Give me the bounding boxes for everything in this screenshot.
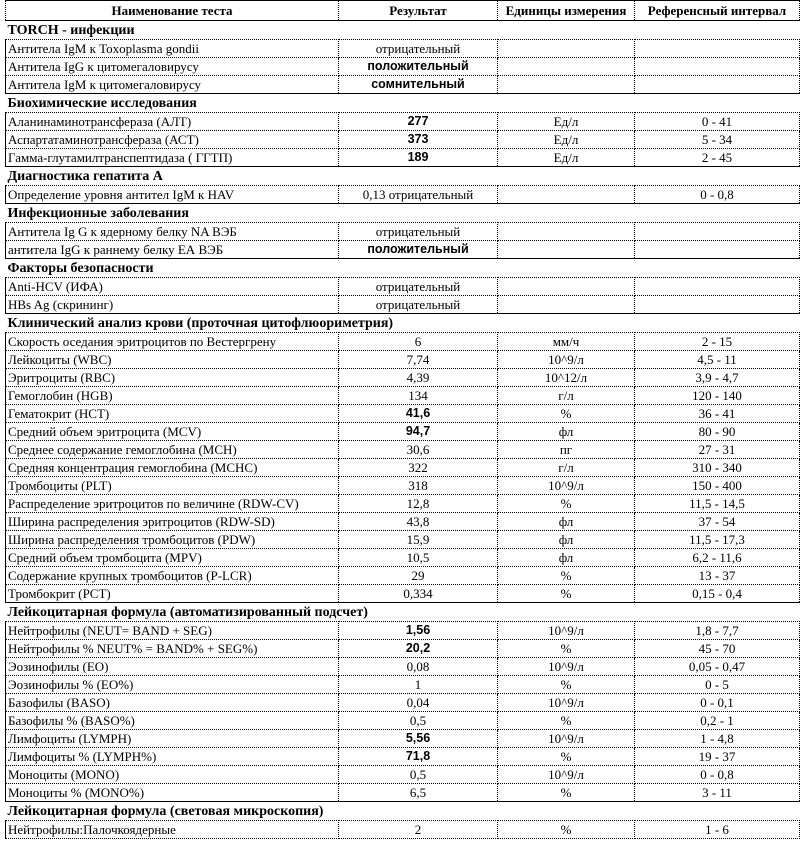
units-cell: пг <box>498 441 635 459</box>
test-name-cell: Антитела IgG к цитомегаловирусу <box>6 58 339 76</box>
section-heading <box>6 167 800 186</box>
reference-cell: 3 - 11 <box>635 784 800 802</box>
table-row <box>6 694 800 712</box>
test-name-cell: Гамма-глутамилтранспептидаза ( ГГТП) <box>6 149 339 167</box>
reference-cell: 37 - 54 <box>635 513 800 531</box>
reference-cell: 5 - 34 <box>635 131 800 149</box>
table-row <box>6 131 800 149</box>
reference-cell <box>635 40 800 58</box>
test-name-cell: Тромбоциты (PLT) <box>6 477 339 495</box>
table-row <box>6 369 800 387</box>
table-row <box>6 821 800 839</box>
reference-cell: 150 - 400 <box>635 477 800 495</box>
units-cell <box>498 40 635 58</box>
section-title: TORCH - инфекции <box>6 21 800 40</box>
result-cell: 373 <box>339 131 498 149</box>
reference-cell: 0,15 - 0,4 <box>635 585 800 603</box>
test-name-cell: Базофилы (BASO) <box>6 694 339 712</box>
test-name-cell: Скорость оседания эритроцитов по Вестергрену <box>6 333 339 351</box>
result-cell: 94,7 <box>339 423 498 441</box>
test-name-cell: Антитела IgM к Toxoplasma gondii <box>6 40 339 58</box>
test-name-cell: Содержание крупных тромбоцитов (P-LCR) <box>6 567 339 585</box>
section-title: Инфекционные заболевания <box>6 204 800 223</box>
units-cell: фл <box>498 423 635 441</box>
units-cell: % <box>498 585 635 603</box>
reference-cell: 0 - 0,1 <box>635 694 800 712</box>
test-name-cell: Нейтрофилы (NEUT= BAND + SEG) <box>6 622 339 640</box>
test-name-cell: Распределение эритроцитов по величине (RDW-CV) <box>6 495 339 513</box>
test-name-cell: Нейтрофилы % NEUT% = BAND% + SEG%) <box>6 640 339 658</box>
units-cell <box>498 241 635 259</box>
section-title: Диагностика гепатита А <box>6 167 800 186</box>
result-cell: отрицательный <box>339 40 498 58</box>
test-name-cell: Аспартатаминотрансфераза (АСТ) <box>6 131 339 149</box>
units-cell <box>498 58 635 76</box>
reference-cell: 36 - 41 <box>635 405 800 423</box>
test-name-cell: Моноциты % (MONO%) <box>6 784 339 802</box>
reference-cell: 27 - 31 <box>635 441 800 459</box>
test-name-cell: Эритроциты (RBC) <box>6 369 339 387</box>
units-cell: 10^9/л <box>498 622 635 640</box>
result-cell: 71,8 <box>339 748 498 766</box>
reference-cell: 0,05 - 0,47 <box>635 658 800 676</box>
units-cell: Ед/л <box>498 149 635 167</box>
result-cell: сомнительный <box>339 76 498 94</box>
units-cell <box>498 76 635 94</box>
result-cell: положительный <box>339 241 498 259</box>
header-reference: Референсный интервал <box>635 1 800 21</box>
reference-cell: 11,5 - 14,5 <box>635 495 800 513</box>
table-row <box>6 186 800 204</box>
reference-cell: 0 - 41 <box>635 113 800 131</box>
section-heading <box>6 802 800 821</box>
table-row <box>6 405 800 423</box>
result-cell: 0,5 <box>339 712 498 730</box>
table-row <box>6 676 800 694</box>
test-name-cell: Тромбокрит (PCT) <box>6 585 339 603</box>
result-cell: 6,5 <box>339 784 498 802</box>
units-cell: % <box>498 495 635 513</box>
result-cell: 30,6 <box>339 441 498 459</box>
reference-cell: 4,5 - 11 <box>635 351 800 369</box>
section-heading <box>6 259 800 278</box>
result-cell: 0,5 <box>339 766 498 784</box>
result-cell: положительный <box>339 58 498 76</box>
reference-cell: 1,8 - 7,7 <box>635 622 800 640</box>
result-cell: отрицательный <box>339 296 498 314</box>
table-row <box>6 423 800 441</box>
table-row <box>6 513 800 531</box>
table-row <box>6 567 800 585</box>
reference-cell: 1 - 4,8 <box>635 730 800 748</box>
result-cell: 4,39 <box>339 369 498 387</box>
test-name-cell: Моноциты (MONO) <box>6 766 339 784</box>
test-name-cell: Лимфоциты (LYMPH) <box>6 730 339 748</box>
units-cell: фл <box>498 513 635 531</box>
units-cell <box>498 223 635 241</box>
reference-cell: 0 - 0,8 <box>635 766 800 784</box>
units-cell: Ед/л <box>498 131 635 149</box>
units-cell: % <box>498 640 635 658</box>
header-units: Единицы измерения <box>498 1 635 21</box>
result-cell: отрицательный <box>339 223 498 241</box>
section-title: Лейкоцитарная формула (световая микроскопия) <box>6 802 800 821</box>
reference-cell: 3,9 - 4,7 <box>635 369 800 387</box>
result-cell: 0,08 <box>339 658 498 676</box>
test-name-cell: Антитела IgM к цитомегаловирусу <box>6 76 339 94</box>
test-name-cell: Ширина распределения тромбоцитов (PDW) <box>6 531 339 549</box>
result-cell: 1 <box>339 676 498 694</box>
lab-results-table <box>5 0 800 839</box>
units-cell: фл <box>498 549 635 567</box>
result-cell: 29 <box>339 567 498 585</box>
result-cell: 10,5 <box>339 549 498 567</box>
result-cell: 189 <box>339 149 498 167</box>
units-cell: % <box>498 821 635 839</box>
section-title: Лейкоцитарная формула (автоматизированный подсчет) <box>6 603 800 622</box>
table-row <box>6 712 800 730</box>
section-heading <box>6 603 800 622</box>
table-row <box>6 296 800 314</box>
reference-cell: 1 - 6 <box>635 821 800 839</box>
table-row <box>6 730 800 748</box>
result-cell: 1,56 <box>339 622 498 640</box>
table-row <box>6 113 800 131</box>
reference-cell: 310 - 340 <box>635 459 800 477</box>
test-name-cell: Средняя концентрация гемоглобина (MCHC) <box>6 459 339 477</box>
test-name-cell: Средний объем тромбоцита (MPV) <box>6 549 339 567</box>
units-cell <box>498 186 635 204</box>
header-test-name: Наименование теста <box>6 1 339 21</box>
units-cell: % <box>498 567 635 585</box>
section-title: Факторы безопасности <box>6 259 800 278</box>
section-title: Клинический анализ крови (проточная цитофлюориметрия) <box>6 314 800 333</box>
section-heading <box>6 314 800 333</box>
table-row <box>6 495 800 513</box>
table-row <box>6 549 800 567</box>
result-cell: 7,74 <box>339 351 498 369</box>
section-heading <box>6 204 800 223</box>
result-cell: 0,04 <box>339 694 498 712</box>
units-cell: % <box>498 676 635 694</box>
reference-cell <box>635 241 800 259</box>
result-cell: 2 <box>339 821 498 839</box>
table-row <box>6 622 800 640</box>
result-cell: 20,2 <box>339 640 498 658</box>
units-cell <box>498 296 635 314</box>
result-cell: 43,8 <box>339 513 498 531</box>
section-heading <box>6 21 800 40</box>
result-cell: 15,9 <box>339 531 498 549</box>
table-row <box>6 658 800 676</box>
units-cell: 10^9/л <box>498 658 635 676</box>
test-name-cell: Нейтрофилы:Палочкоядерные <box>6 821 339 839</box>
test-name-cell: Аланинаминотрансфераза (АЛТ) <box>6 113 339 131</box>
result-cell: 6 <box>339 333 498 351</box>
reference-cell <box>635 278 800 296</box>
result-cell: 41,6 <box>339 405 498 423</box>
result-cell: 0,334 <box>339 585 498 603</box>
reference-cell: 80 - 90 <box>635 423 800 441</box>
units-cell: 10^9/л <box>498 477 635 495</box>
table-row <box>6 784 800 802</box>
table-row <box>6 40 800 58</box>
table-row <box>6 278 800 296</box>
reference-cell: 11,5 - 17,3 <box>635 531 800 549</box>
table-row <box>6 766 800 784</box>
reference-cell: 2 - 45 <box>635 149 800 167</box>
test-name-cell: Anti-HCV (ИФА) <box>6 278 339 296</box>
units-cell: % <box>498 712 635 730</box>
result-cell: отрицательный <box>339 278 498 296</box>
table-row <box>6 441 800 459</box>
table-header <box>6 1 800 21</box>
table-row <box>6 351 800 369</box>
test-name-cell: Лейкоциты (WBC) <box>6 351 339 369</box>
section-title: Биохимические исследования <box>6 94 800 113</box>
reference-cell: 6,2 - 11,6 <box>635 549 800 567</box>
units-cell: 10^9/л <box>498 766 635 784</box>
table-row <box>6 333 800 351</box>
test-name-cell: Антитела Ig G к ядерному белку NA ВЭБ <box>6 223 339 241</box>
units-cell: фл <box>498 531 635 549</box>
table-row <box>6 387 800 405</box>
test-name-cell: Среднее содержание гемоглобина (MCH) <box>6 441 339 459</box>
result-cell: 322 <box>339 459 498 477</box>
table-row <box>6 149 800 167</box>
result-cell: 5,56 <box>339 730 498 748</box>
units-cell <box>498 278 635 296</box>
table-row <box>6 241 800 259</box>
units-cell: 10^9/л <box>498 351 635 369</box>
reference-cell <box>635 296 800 314</box>
table-row <box>6 585 800 603</box>
test-name-cell: Средний объем эритроцита (MCV) <box>6 423 339 441</box>
table-row <box>6 459 800 477</box>
units-cell: % <box>498 405 635 423</box>
table-row <box>6 223 800 241</box>
test-name-cell: Гемоглобин (HGB) <box>6 387 339 405</box>
table-row <box>6 748 800 766</box>
test-name-cell: Лимфоциты % (LYMPH%) <box>6 748 339 766</box>
table-row <box>6 477 800 495</box>
table-row <box>6 640 800 658</box>
test-name-cell: Эозинофилы % (EO%) <box>6 676 339 694</box>
reference-cell <box>635 76 800 94</box>
result-cell: 318 <box>339 477 498 495</box>
reference-cell: 0 - 5 <box>635 676 800 694</box>
section-heading <box>6 94 800 113</box>
reference-cell: 120 - 140 <box>635 387 800 405</box>
result-cell: 0,13 отрицательный <box>339 186 498 204</box>
units-cell: 10^12/л <box>498 369 635 387</box>
units-cell: % <box>498 784 635 802</box>
header-result: Результат <box>339 1 498 21</box>
units-cell: г/л <box>498 387 635 405</box>
units-cell: Ед/л <box>498 113 635 131</box>
units-cell: г/л <box>498 459 635 477</box>
reference-cell: 45 - 70 <box>635 640 800 658</box>
reference-cell: 2 - 15 <box>635 333 800 351</box>
reference-cell: 0,2 - 1 <box>635 712 800 730</box>
reference-cell <box>635 58 800 76</box>
result-cell: 12,8 <box>339 495 498 513</box>
table-row <box>6 58 800 76</box>
test-name-cell: HBs Ag (скрининг) <box>6 296 339 314</box>
test-name-cell: Определение уровня антител IgM к HAV <box>6 186 339 204</box>
test-name-cell: Базофилы % (BASO%) <box>6 712 339 730</box>
test-name-cell: Ширина распределения эритроцитов (RDW-SD) <box>6 513 339 531</box>
test-name-cell: антитела IgG к раннему белку ЕА ВЭБ <box>6 241 339 259</box>
table-row <box>6 76 800 94</box>
test-name-cell: Гематокрит (HCT) <box>6 405 339 423</box>
result-cell: 277 <box>339 113 498 131</box>
reference-cell: 0 - 0,8 <box>635 186 800 204</box>
units-cell: 10^9/л <box>498 730 635 748</box>
table-row <box>6 531 800 549</box>
test-name-cell: Эозинофилы (EO) <box>6 658 339 676</box>
reference-cell: 13 - 37 <box>635 567 800 585</box>
units-cell: 10^9/л <box>498 694 635 712</box>
units-cell: мм/ч <box>498 333 635 351</box>
reference-cell: 19 - 37 <box>635 748 800 766</box>
reference-cell <box>635 223 800 241</box>
result-cell: 134 <box>339 387 498 405</box>
units-cell: % <box>498 748 635 766</box>
